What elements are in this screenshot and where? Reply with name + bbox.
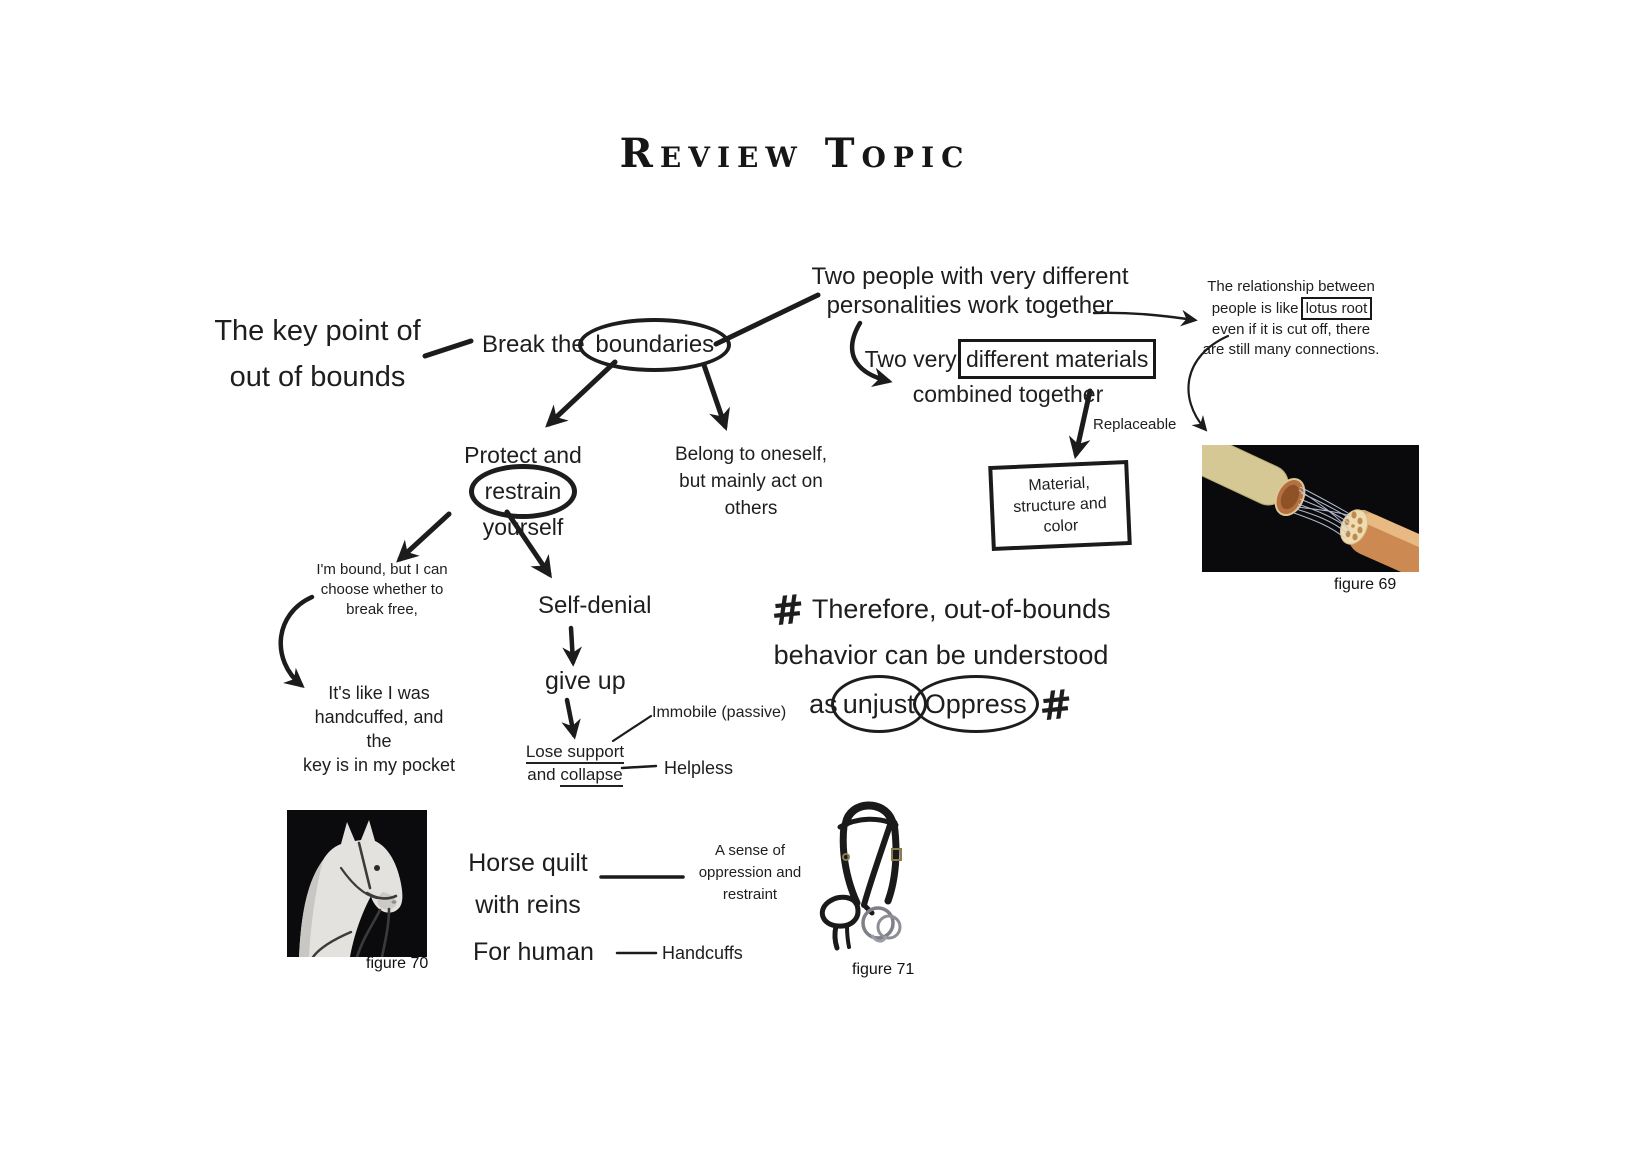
- horse-quilt-line1: Horse quilt: [468, 849, 588, 877]
- materials-suffix: combined together: [912, 381, 1104, 407]
- key-point-line1: The key point of: [214, 315, 421, 347]
- lotus-root-box: lotus root: [1301, 297, 1373, 321]
- belong-line2: but mainly act on: [679, 471, 823, 492]
- key-point-line2: out of bounds: [229, 361, 406, 393]
- handcuffs-label: Handcuffs: [662, 943, 743, 963]
- materials-prefix: Two very: [864, 346, 957, 372]
- boundaries-circle: boundaries: [578, 318, 731, 372]
- node-lose-support: [516, 740, 634, 786]
- horse-quilt-line2: with reins: [475, 891, 581, 919]
- line-break-twopeople: [716, 295, 818, 344]
- its-like-line1: It's like I was: [328, 683, 430, 703]
- relationship-part2: even if it is cut off, there are still many connections.: [1202, 321, 1380, 358]
- hashtag-icon-2: #: [1037, 681, 1076, 731]
- relationship-part1: The relationship between people is like: [1207, 278, 1375, 317]
- node-protect-restrain: [438, 440, 608, 543]
- node-horse-quilt: [458, 842, 598, 926]
- node-for-human: For human: [473, 938, 594, 966]
- belong-line3: others: [724, 498, 778, 519]
- hashtag-icon: #: [769, 586, 808, 636]
- arrow-giveup-losesupport: [567, 700, 574, 735]
- im-bound-line1: I'm bound, but I can: [316, 561, 448, 578]
- arrow-break-belong: [704, 365, 725, 426]
- lose-support-collapse: collapse: [560, 765, 622, 787]
- its-like-line2: handcuffed, and the: [314, 707, 444, 751]
- two-people-line1: Two people with very different: [811, 263, 1129, 290]
- node-therefore: [722, 586, 1160, 730]
- break-prefix: Break the: [482, 331, 585, 358]
- protect-suffix: yourself: [482, 514, 564, 540]
- arrow-selfdenial-giveup: [571, 628, 573, 662]
- node-self-denial: Self-denial: [538, 592, 652, 619]
- a-sense-line1: A sense of: [714, 842, 786, 859]
- node-im-bound: [306, 560, 458, 620]
- lose-support-and: and: [527, 765, 556, 784]
- node-belong: [672, 441, 830, 522]
- different-materials-box: different materials: [958, 339, 1156, 379]
- line-losesupport-immobile: [613, 716, 651, 741]
- node-break-boundaries: [482, 327, 718, 363]
- im-bound-line2: choose whether to: [320, 581, 444, 598]
- node-two-materials: [862, 340, 1154, 410]
- material-structure-box: Material, structure and color: [988, 460, 1132, 551]
- figure-69-label: figure 69: [1334, 576, 1397, 593]
- horse-image: [287, 810, 427, 957]
- lose-support-line1: Lose support: [526, 742, 624, 764]
- node-its-like: [300, 681, 458, 777]
- two-people-line2: personalities work together: [826, 292, 1114, 319]
- a-sense-line3: restraint: [722, 886, 778, 903]
- protect-line1: Protect and: [464, 442, 582, 468]
- figure-70-label: figure 70: [366, 955, 429, 972]
- therefore-as: as: [809, 689, 838, 719]
- therefore-line1: Therefore, out-of-bounds: [811, 594, 1111, 624]
- lotus-root-image: [1202, 445, 1419, 572]
- immobile-label: Immobile (passive): [652, 704, 787, 721]
- im-bound-line3: break free,: [346, 601, 418, 618]
- unjust-circle: unjust: [831, 675, 927, 733]
- node-two-people: [810, 262, 1130, 320]
- bridle-image: [802, 791, 930, 953]
- figure-71-label: figure 71: [852, 961, 915, 978]
- belong-line1: Belong to oneself,: [674, 444, 828, 465]
- node-relationship: [1200, 277, 1382, 359]
- arrow-break-protect: [549, 362, 615, 424]
- replaceable-label: Replaceable: [1093, 416, 1177, 433]
- node-give-up: give up: [545, 667, 626, 695]
- therefore-line2: behavior can be understood: [773, 640, 1109, 670]
- line-keypoint-break: [425, 341, 471, 356]
- page-title: Review Topic: [619, 130, 971, 177]
- restrain-circle: restrain: [469, 464, 578, 519]
- its-like-line3: key is in my pocket: [302, 755, 456, 775]
- node-a-sense: [692, 840, 808, 906]
- a-sense-line2: oppression and: [698, 864, 802, 881]
- node-key-point: [205, 308, 430, 400]
- helpless-label: Helpless: [664, 758, 734, 778]
- oppress-circle: Oppress: [913, 675, 1039, 733]
